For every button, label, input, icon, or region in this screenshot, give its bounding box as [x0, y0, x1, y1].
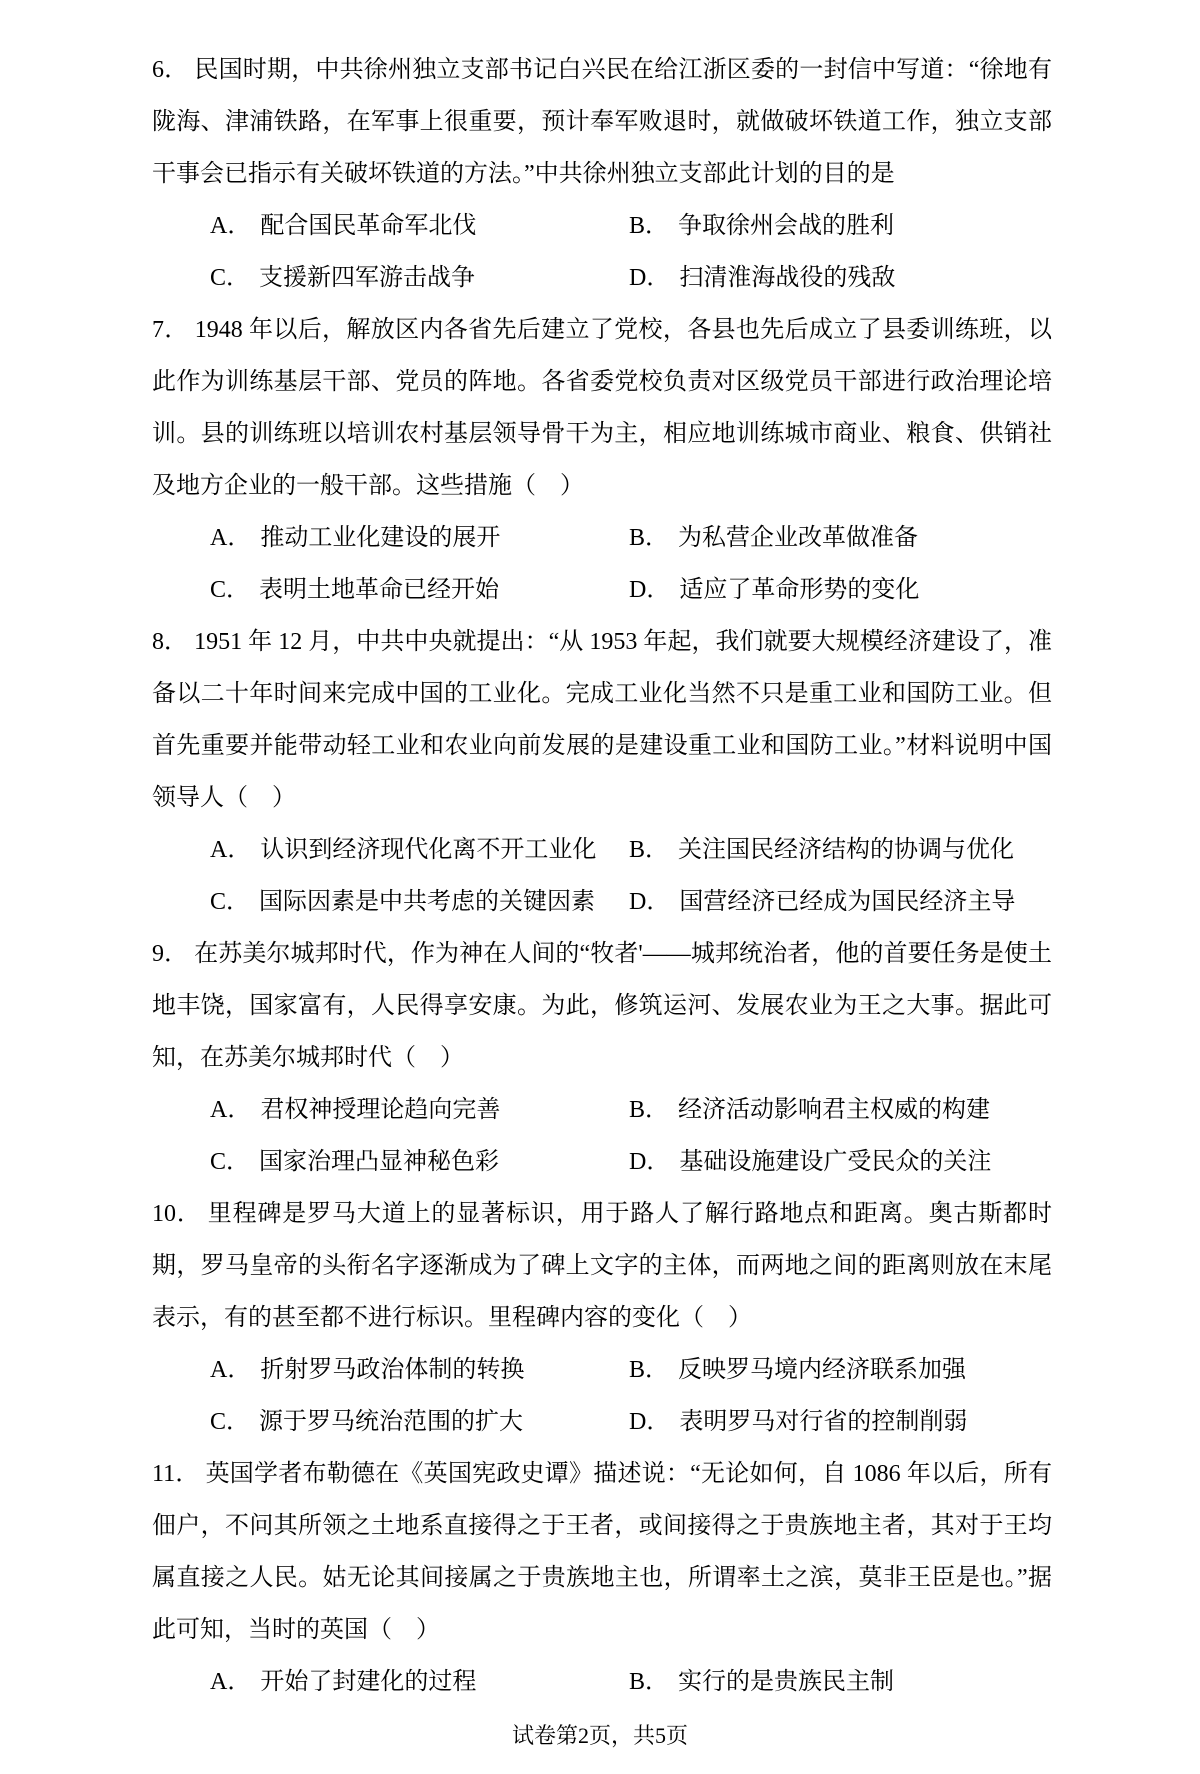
- option-label: A．: [210, 837, 252, 863]
- question-block: [152, 928, 1052, 1188]
- option-label: B．: [629, 213, 670, 239]
- option-label: A．: [210, 1669, 252, 1695]
- option-text: 争取徐州会战的胜利: [678, 213, 895, 239]
- option-c: [210, 1396, 629, 1448]
- option-d: [629, 876, 1015, 928]
- question-stem-text: 1948 年以后，解放区内各省先后建立了党校，各县也先后成立了县委训练班，以此作为训练基层干部、党员的阵地。各省委党校负责对区级党员干部进行政治理论培训。县的训练班以培训农村基层领导骨干为主，相应地训练城市商业、粮食、供销社及地方企业的一般干部。这些措施（ ）: [152, 317, 1052, 499]
- option-rows: [152, 1344, 1052, 1448]
- option-a: [210, 1344, 629, 1396]
- option-a: [210, 824, 629, 876]
- question-number: 9．: [152, 941, 189, 967]
- option-c: [210, 252, 629, 304]
- question-stem-text: 在苏美尔城邦时代，作为神在人间的“牧者'——城邦统治者，他的首要任务是使土地丰饶，国家富有，人民得享安康。为此，修筑运河、发展农业为王之大事。据此可知，在苏美尔城邦时代（ ）: [152, 941, 1052, 1071]
- option-text: 认识到经济现代化离不开工业化: [260, 837, 597, 863]
- question-stem-text: 里程碑是罗马大道上的显著标识，用于路人了解行路地点和距离。奥古斯都时期，罗马皇帝的头衔名字逐渐成为了碑上文字的主体，而两地之间的距离则放在末尾表示，有的甚至都不进行标识。里程碑内容的变化（ ）: [152, 1201, 1053, 1331]
- option-row: [152, 564, 1052, 616]
- option-d: [629, 564, 919, 616]
- option-text: 表明罗马对行省的控制削弱: [679, 1409, 968, 1435]
- question-number: 8．: [152, 629, 189, 655]
- option-text: 国家治理凸显神秘色彩: [259, 1149, 500, 1175]
- question-block: [152, 44, 1052, 304]
- question-stem: [152, 304, 1052, 512]
- option-b: [629, 200, 894, 252]
- option-label: A．: [210, 213, 252, 239]
- option-text: 开始了封建化的过程: [260, 1669, 477, 1695]
- option-row: [152, 512, 1052, 564]
- option-row: [152, 1344, 1052, 1396]
- question-stem: [152, 44, 1052, 200]
- question-number: 11．: [152, 1461, 200, 1487]
- option-rows: [152, 200, 1052, 304]
- option-label: C．: [210, 1409, 251, 1435]
- option-label: A．: [210, 1097, 252, 1123]
- option-row: [152, 1084, 1052, 1136]
- option-c: [210, 564, 629, 616]
- option-c: [210, 1136, 629, 1188]
- option-d: [629, 1136, 991, 1188]
- option-row: [152, 824, 1052, 876]
- option-b: [629, 1656, 894, 1708]
- option-label: C．: [210, 1149, 251, 1175]
- option-text: 折射罗马政治体制的转换: [260, 1357, 525, 1383]
- option-label: B．: [629, 1097, 670, 1123]
- option-label: A．: [210, 1357, 252, 1383]
- option-text: 实行的是贵族民主制: [678, 1669, 895, 1695]
- question-list: [152, 44, 1052, 1708]
- question-stem: [152, 1188, 1052, 1344]
- option-label: A．: [210, 525, 252, 551]
- option-a: [210, 1084, 629, 1136]
- option-label: D．: [629, 1149, 671, 1175]
- option-a: [210, 512, 629, 564]
- option-row: [152, 1656, 1052, 1708]
- option-text: 基础设施建设广受民众的关注: [679, 1149, 992, 1175]
- question-stem: [152, 1448, 1052, 1656]
- option-d: [629, 252, 895, 304]
- option-text: 国际因素是中共考虑的关键因素: [259, 889, 596, 915]
- option-a: [210, 1656, 629, 1708]
- option-c: [210, 876, 629, 928]
- option-d: [629, 1396, 967, 1448]
- option-text: 支援新四军游击战争: [259, 265, 476, 291]
- option-label: D．: [629, 889, 671, 915]
- option-row: [152, 252, 1052, 304]
- option-text: 反映罗马境内经济联系加强: [678, 1357, 967, 1383]
- option-b: [629, 512, 918, 564]
- option-b: [629, 1344, 966, 1396]
- question-block: [152, 1188, 1052, 1448]
- question-stem: [152, 928, 1052, 1084]
- option-text: 表明土地革命已经开始: [259, 577, 500, 603]
- option-row: [152, 1396, 1052, 1448]
- option-rows: [152, 824, 1052, 928]
- option-rows: [152, 1084, 1052, 1188]
- option-label: B．: [629, 525, 670, 551]
- option-row: [152, 876, 1052, 928]
- question-number: 7．: [152, 317, 189, 343]
- option-row: [152, 1136, 1052, 1188]
- question-stem-text: 英国学者布勒德在《英国宪政史谭》描述说：“无论如何，自 1086 年以后，所有佃户，不问其所领之土地系直接得之于王者，或间接得之于贵族地主者，其对于王均属直接之人民。姑无论其间接属之于贵族地主也，所谓率土之滨，莫非王臣是也。”据此可知，当时的英国（ ）: [152, 1461, 1053, 1643]
- question-block: [152, 1448, 1052, 1708]
- option-text: 经济活动影响君主权威的构建: [678, 1097, 991, 1123]
- option-label: B．: [629, 837, 670, 863]
- option-a: [210, 200, 629, 252]
- option-text: 配合国民革命军北伐: [260, 213, 477, 239]
- option-text: 推动工业化建设的展开: [260, 525, 501, 551]
- option-text: 为私营企业改革做准备: [678, 525, 919, 551]
- question-block: [152, 304, 1052, 616]
- option-rows: [152, 1656, 1052, 1708]
- option-text: 国营经济已经成为国民经济主导: [679, 889, 1016, 915]
- question-stem-text: 1951 年 12 月，中共中央就提出：“从 1953 年起，我们就要大规模经济建设了，准备以二十年时间来完成中国的工业化。完成工业化当然不只是重工业和国防工业。但首先重要并能带动轻工业和农业向前发展的是建设重工业和国防工业。”材料说明中国领导人（ ）: [152, 629, 1052, 811]
- option-text: 源于罗马统治范围的扩大: [259, 1409, 524, 1435]
- option-label: B．: [629, 1357, 670, 1383]
- option-text: 关注国民经济结构的协调与优化: [678, 837, 1015, 863]
- option-label: C．: [210, 265, 251, 291]
- option-b: [629, 824, 1014, 876]
- option-text: 适应了革命形势的变化: [679, 577, 920, 603]
- option-label: D．: [629, 577, 671, 603]
- option-b: [629, 1084, 990, 1136]
- question-number: 10．: [152, 1201, 202, 1227]
- option-label: D．: [629, 1409, 671, 1435]
- question-number: 6．: [152, 57, 189, 83]
- option-text: 君权神授理论趋向完善: [260, 1097, 501, 1123]
- question-stem: [152, 616, 1052, 824]
- option-label: C．: [210, 889, 251, 915]
- option-label: C．: [210, 577, 251, 603]
- option-label: B．: [629, 1669, 670, 1695]
- option-row: [152, 200, 1052, 252]
- question-block: [152, 616, 1052, 928]
- page-footer: 试卷第2页，共5页: [511, 1723, 688, 1748]
- option-text: 扫清淮海战役的残敌: [679, 265, 896, 291]
- option-rows: [152, 512, 1052, 616]
- question-stem-text: 民国时期，中共徐州独立支部书记白兴民在给江浙区委的一封信中写道：“徐地有陇海、津浦铁路，在军事上很重要，预计奉军败退时，就做破坏铁道工作，独立支部干事会已指示有关破坏铁道的方法。”中共徐州独立支部此计划的目的是: [152, 57, 1053, 187]
- option-label: D．: [629, 265, 671, 291]
